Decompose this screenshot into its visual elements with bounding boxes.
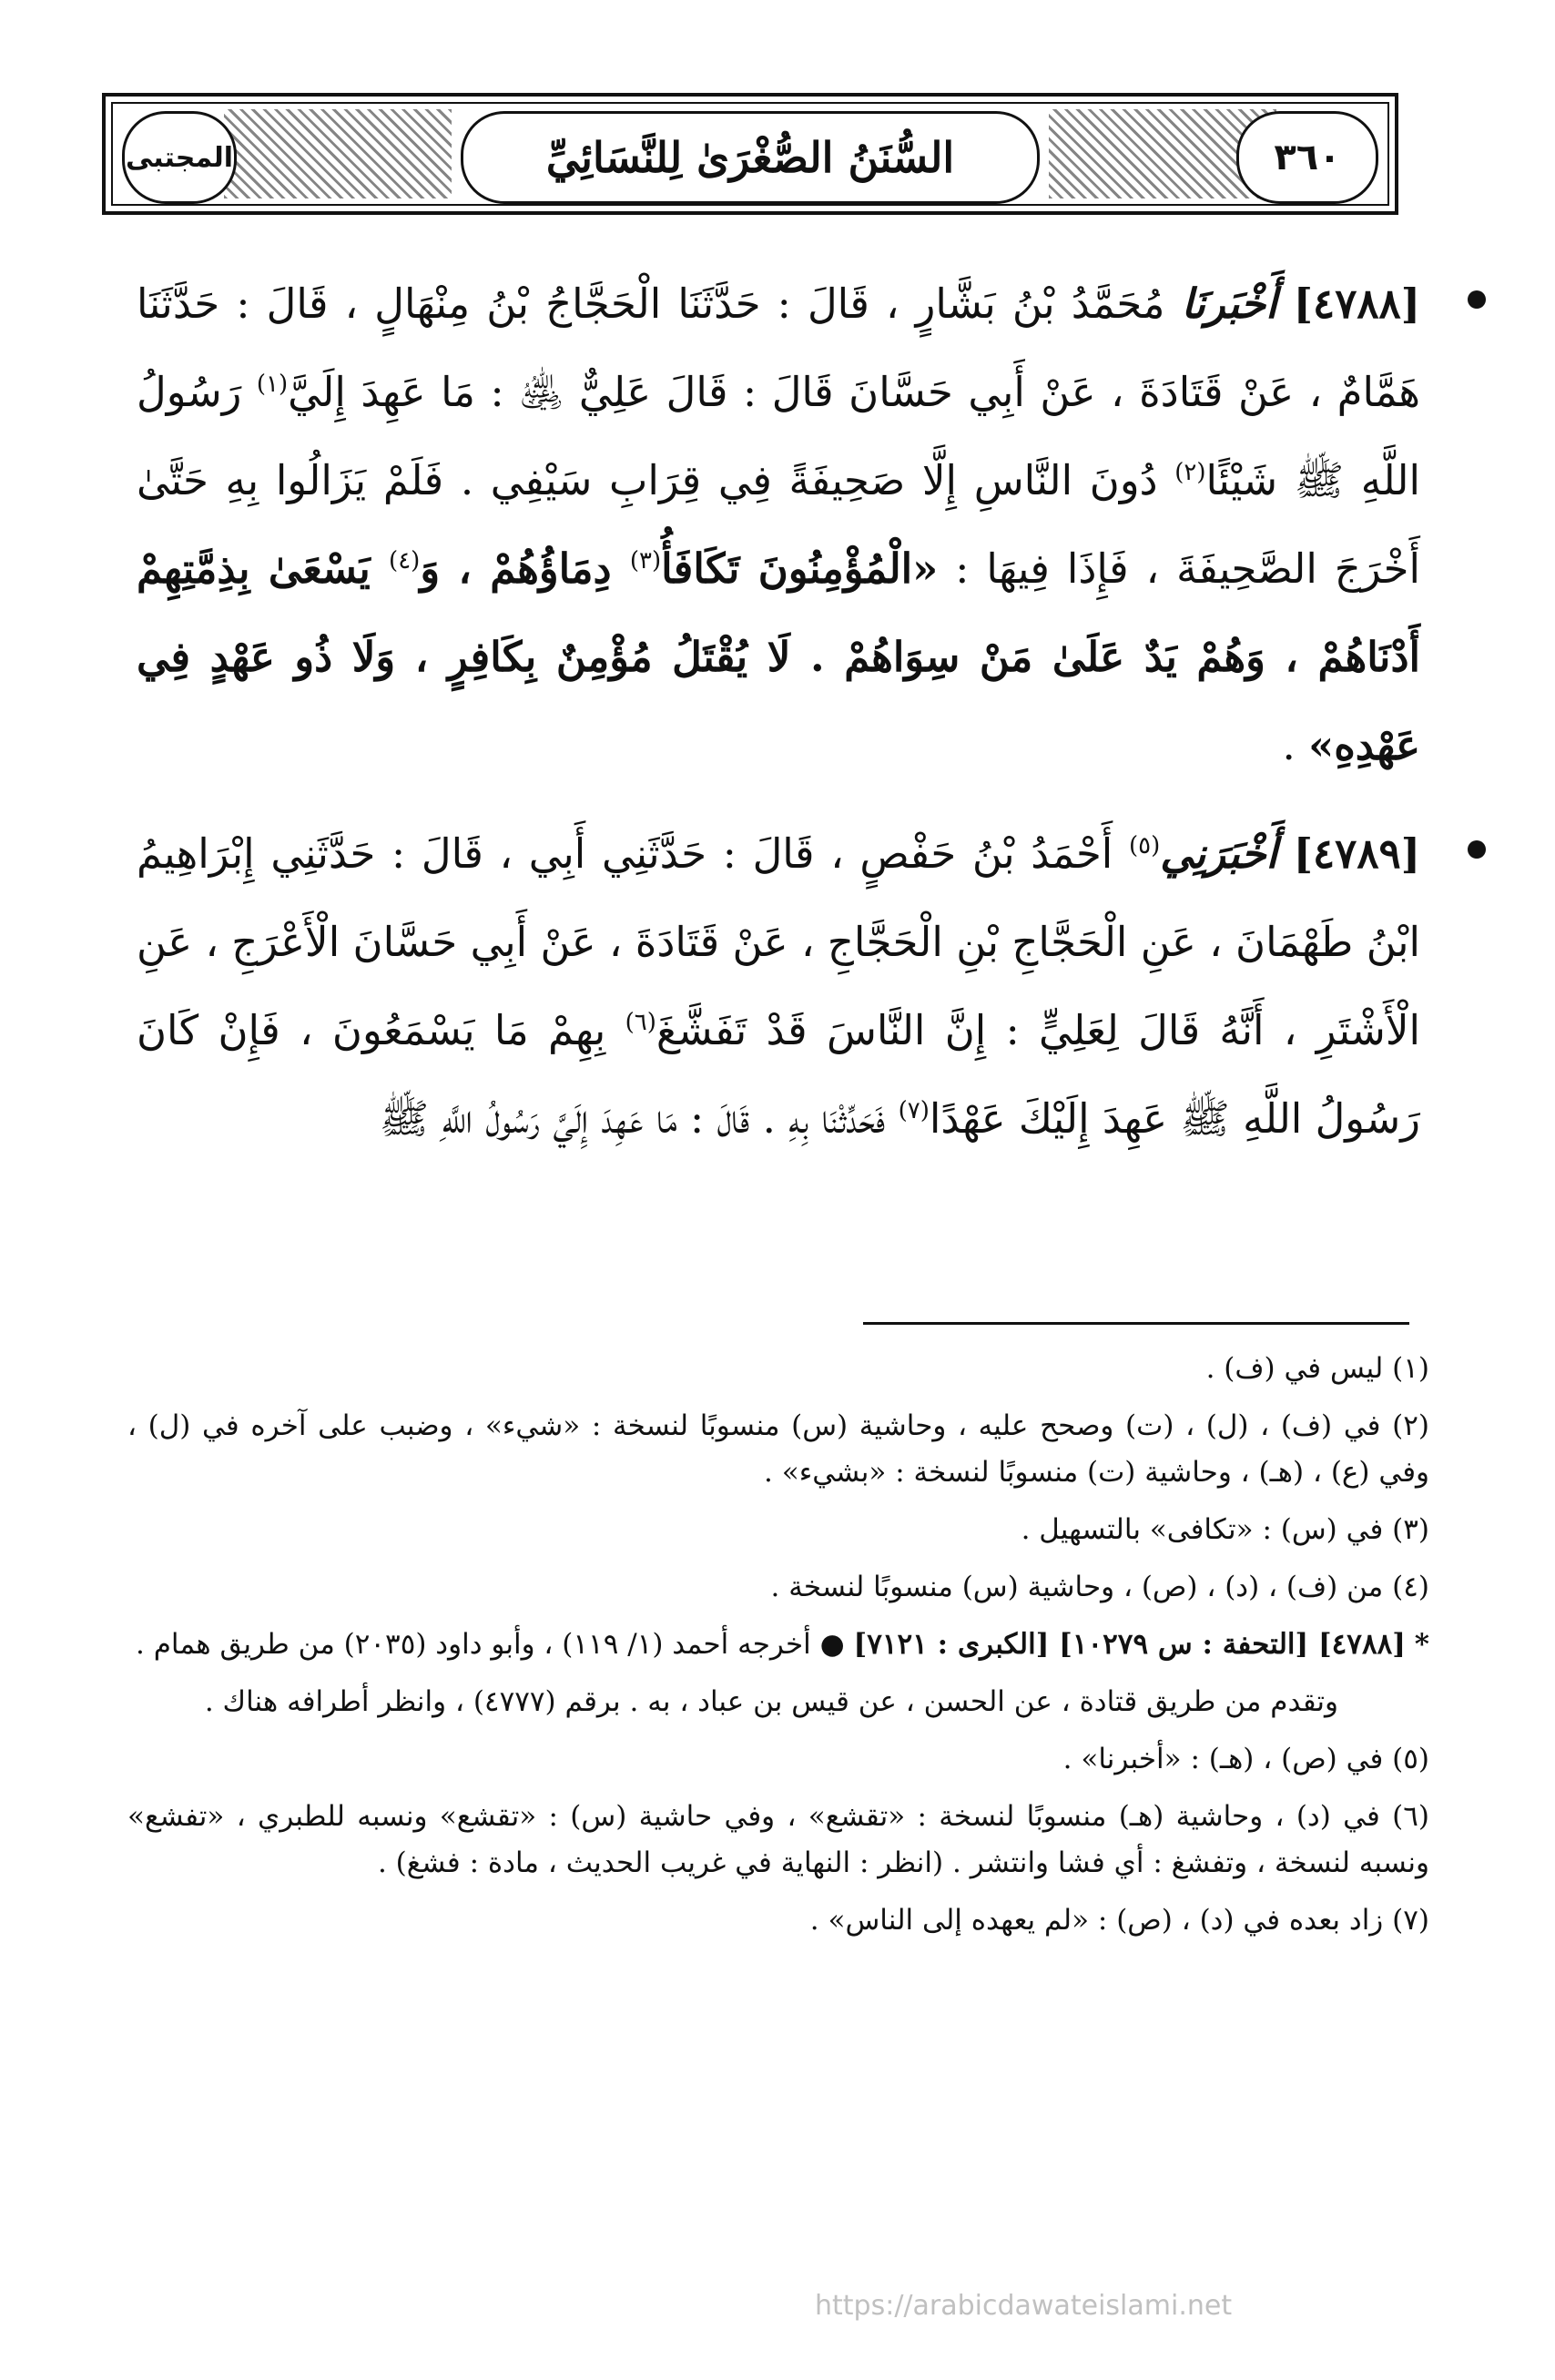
footnote-ref: (٧) bbox=[898, 1097, 930, 1124]
footnote-2: (٢) في (ف) ، (ل) ، (ت) وصحح عليه ، وحاشية (س) منسوبًا لنسخة : «شيء» ، وضبب على آخره في (ل) ، وفي (ع) ، (هـ) ، وحاشية (ت) منسوبًا لنسخة : «بشيء» . bbox=[127, 1409, 1429, 1489]
takhrij-text: ● أخرجه أحمد (١/ ١١٩) ، وأبو داود (٢٠٣٥) من طريق همام . bbox=[136, 1628, 854, 1661]
hadith-4789 bbox=[137, 809, 1420, 1163]
main-text bbox=[137, 259, 1420, 1183]
hadith-text: رَسُولُ اللَّهِ ﷺ شَيْئًا bbox=[137, 368, 1421, 504]
hadith-matn: «الْمُؤْمِنُونَ تَكَافَأُ bbox=[661, 544, 939, 593]
footnotes bbox=[127, 1346, 1429, 1955]
header-ornament-left bbox=[224, 109, 452, 198]
footnote-3: (٣) في (س) : «تكافى» بالتسهيل . bbox=[1021, 1513, 1429, 1546]
footnote-6: (٦) في (د) ، وحاشية (هـ) منسوبًا لنسخة : «تقشع» ، وفي حاشية (س) : «تقشع» ونسبه للطبري ، «تفشع» ونسبه لنسخة ، وتفشغ : أي فشا وانتشر . (انظر : النهاية في غريب الحديث ، مادة : فشغ) . bbox=[127, 1800, 1429, 1879]
hadith-number: [٤٧٨٨] bbox=[1293, 280, 1421, 328]
takhrij-more: وتقدم من طريق قتادة ، عن الحسن ، عن قيس بن عباد ، به . برقم (٤٧٧٧) ، وانظر أطرافه هناك . bbox=[204, 1685, 1338, 1718]
footnote-1: (١) ليس في (ف) . bbox=[1205, 1352, 1429, 1385]
footnote-ref: (٤) bbox=[389, 547, 421, 575]
footnote-ref: (٢) bbox=[1174, 459, 1206, 486]
footnote-ref: (٣) bbox=[629, 547, 662, 575]
hadith-text: بِهِمْ مَا يَسْمَعُونَ ، فَإِنْ كَانَ رَسُولُ اللَّهِ ﷺ عَهِدَ إِلَيْكَ عَهْدًا bbox=[137, 1006, 1420, 1143]
takhrij-head: [٤٧٨٨] [التحفة : س ١٠٢٧٩] [الكبرى : ٧١٢١] bbox=[853, 1628, 1406, 1661]
hadith-text: . bbox=[1282, 721, 1309, 769]
footnote-5: (٥) في (ص) ، (هـ) : «أخبرنا» . bbox=[1062, 1743, 1429, 1775]
ikhbar-word: أَخْبَرَنِي bbox=[1160, 829, 1278, 878]
running-title: السُّنَنُ الصُّغْرَىٰ لِلنَّسَائِيِّ bbox=[461, 111, 1040, 204]
asterisk-icon: * bbox=[1414, 1628, 1429, 1661]
page-header bbox=[102, 93, 1398, 215]
page-number: ٣٦٠ bbox=[1236, 111, 1378, 204]
hadith-text: فَحَدِّثْنَا بِهِ . قَالَ : مَا عَهِدَ إِلَيَّ رَسُولُ اللَّهِ ﷺ bbox=[379, 1094, 899, 1143]
hadith-text: دُونَ النَّاسِ إِلَّا صَحِيفَةً فِي قِرَابِ سَيْفِي . فَلَمْ يَزَالُوا بِهِ حَتَّىٰ أَخْرَجَ الصَّحِيفَةَ ، فَإِذَا فِيهَا : bbox=[137, 456, 1420, 593]
footnote-ref: (٥) bbox=[1128, 832, 1161, 859]
hadith-matn: يَسْعَىٰ بِذِمَّتِهِمْ أَدْنَاهُمْ ، وَهُمْ يَدٌ عَلَىٰ مَنْ سِوَاهُمْ . لَا يُقْتَلُ مُؤْمِنٌ بِكَافِرٍ ، وَلَا ذُو عَهْدٍ فِي عَهْدِهِ» bbox=[137, 544, 1420, 769]
footnote-ref: (١) bbox=[256, 371, 289, 398]
hadith-number: [٤٧٨٩] bbox=[1293, 829, 1420, 878]
watermark-url: https://arabicdawateislami.net bbox=[815, 2290, 1233, 2322]
book-badge: المجتبى bbox=[122, 111, 237, 204]
hadith-text: أَحْمَدُ بْنُ حَفْصٍ ، قَالَ : حَدَّثَنِي أَبِي ، قَالَ : حَدَّثَنِي إِبْرَاهِيمُ ابْنُ طَهْمَانَ ، عَنِ الْحَجَّاجِ بْنِ الْحَجَّاجِ ، عَنْ قَتَادَةَ ، عَنْ أَبِي حَسَّانَ الْأَعْرَجِ ، عَنِ الْأَشْتَرِ ، أَنَّهُ قَالَ لِعَلِيٍّ : إِنَّ النَّاسَ قَدْ تَفَشَّغَ bbox=[137, 829, 1420, 1054]
footnote-separator bbox=[863, 1322, 1409, 1325]
takhrij-4788 bbox=[127, 1622, 1429, 1668]
ikhbar-word: أَخْبَرنَا bbox=[1181, 280, 1277, 328]
hadith-4788 bbox=[137, 259, 1420, 789]
footnote-ref: (٦) bbox=[625, 1009, 656, 1036]
bullet-icon bbox=[1468, 840, 1486, 859]
bullet-icon bbox=[1468, 290, 1486, 309]
footnote-7: (٧) زاد بعده في (د) ، (ص) : «لم يعهده إلى الناس» . bbox=[809, 1904, 1429, 1937]
hadith-text: مُحَمَّدُ بْنُ بَشَّارٍ ، قَالَ : حَدَّثَنَا الْحَجَّاجُ بْنُ مِنْهَالٍ ، قَالَ : حَدَّثَنَا هَمَّامٌ ، عَنْ قَتَادَةَ ، عَنْ أَبِي حَسَّانَ قَالَ : قَالَ عَلِيٌّ ﵁ : مَا عَهِدَ إِلَيَّ bbox=[137, 280, 1420, 416]
hadith-matn: دِمَاؤُهُمْ ، وَ bbox=[420, 544, 630, 593]
footnote-4: (٤) من (ف) ، (د) ، (ص) ، وحاشية (س) منسوبًا لنسخة . bbox=[770, 1571, 1429, 1603]
